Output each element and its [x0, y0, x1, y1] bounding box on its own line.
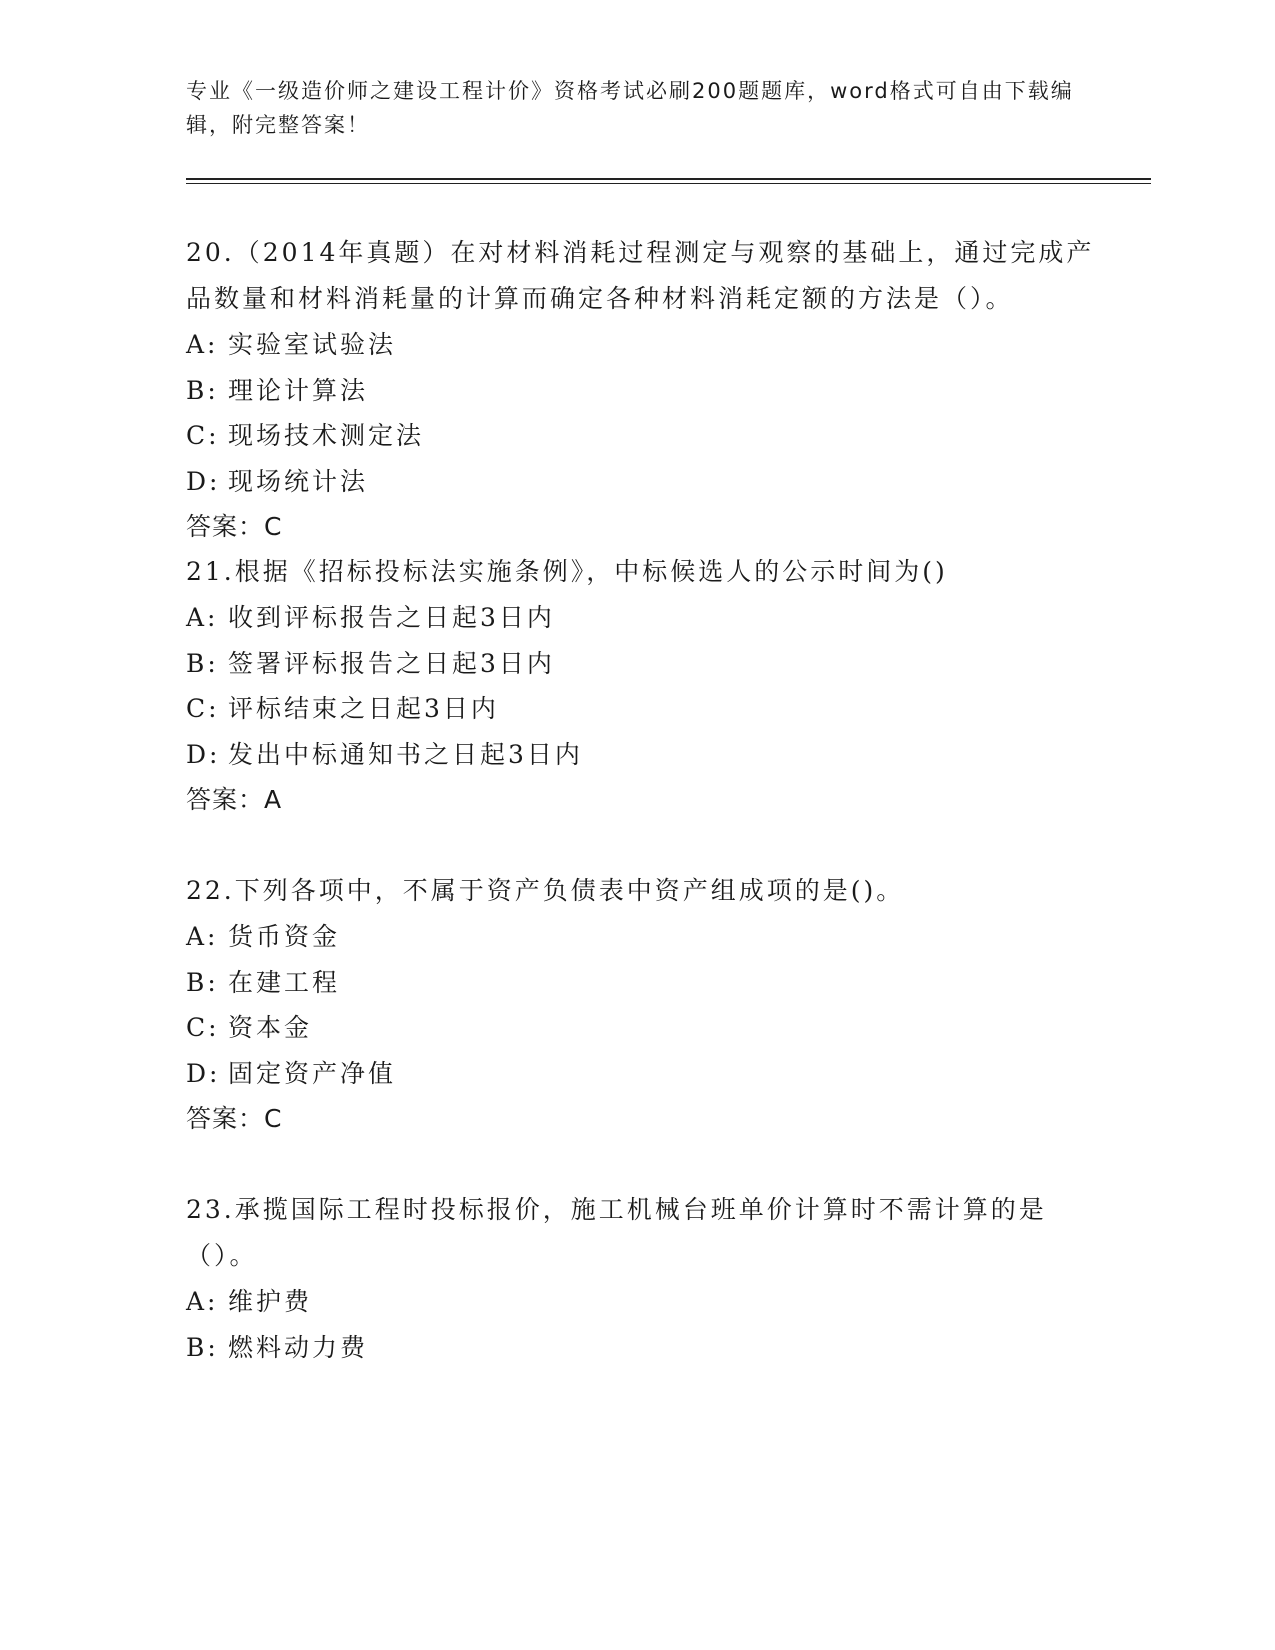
option-letter: C: — [186, 421, 220, 450]
question-23 — [186, 1187, 1116, 1506]
option-a — [186, 914, 1116, 960]
header-divider-thick — [186, 178, 1151, 180]
question-stem: 20.（2014年真题）在对材料消耗过程测定与观察的基础上，通过完成产品数量和材料消耗量的计算而确定各种材料消耗定额的方法是（）。 — [186, 238, 1095, 313]
question-stem: 21.根据《招标投标法实施条例》，中标候选人的公示时间为() — [186, 557, 948, 586]
option-text: 货币资金 — [228, 922, 341, 951]
option-text: 固定资产净值 — [228, 1058, 397, 1088]
option-letter: A: — [186, 330, 219, 359]
option-text: 签署评标报告之日起3日内 — [228, 648, 555, 678]
question-21 — [186, 549, 1116, 868]
answer-line: 答案：A — [186, 785, 283, 814]
option-letter: B: — [186, 648, 219, 678]
option-a — [186, 595, 1116, 641]
option-letter: D: — [186, 1058, 221, 1088]
option-a — [186, 1279, 1116, 1325]
option-b — [186, 1325, 1116, 1371]
answer-line: 答案：C — [186, 1104, 283, 1133]
option-b — [186, 960, 1116, 1006]
option-letter: D: — [186, 466, 221, 496]
option-letter: B: — [186, 375, 219, 405]
option-text: 理论计算法 — [228, 375, 369, 405]
option-text: 收到评标报告之日起3日内 — [228, 603, 555, 632]
option-text: 在建工程 — [228, 967, 341, 997]
document-header: 专业《一级造价师之建设工程计价》资格考试必刷200题题库，word格式可自由下载编辑，附完整答案！ — [186, 79, 1074, 137]
option-text: 发出中标通知书之日起3日内 — [228, 739, 583, 769]
option-letter: A: — [186, 922, 219, 951]
option-c — [186, 1005, 1116, 1051]
option-letter: A: — [186, 1287, 219, 1316]
option-text: 维护费 — [228, 1287, 313, 1316]
option-text: 现场统计法 — [228, 466, 369, 496]
option-text: 实验室试验法 — [228, 330, 397, 359]
option-c — [186, 686, 1116, 732]
question-stem: 22.下列各项中，不属于资产负债表中资产组成项的是()。 — [186, 876, 905, 905]
option-letter: C: — [186, 694, 220, 723]
option-letter: D: — [186, 739, 221, 769]
option-letter: C: — [186, 1013, 220, 1042]
option-c — [186, 413, 1116, 459]
option-letter: B: — [186, 967, 219, 997]
option-letter: A: — [186, 603, 219, 632]
option-d — [186, 1051, 1116, 1097]
option-b — [186, 368, 1116, 414]
option-d — [186, 732, 1116, 778]
option-text: 现场技术测定法 — [228, 421, 425, 450]
option-text: 资本金 — [228, 1013, 313, 1042]
question-stem: 23.承揽国际工程时投标报价，施工机械台班单价计算时不需计算的是（）。 — [186, 1195, 1047, 1270]
option-a — [186, 322, 1116, 368]
question-20 — [186, 230, 1116, 549]
option-letter: B: — [186, 1332, 219, 1362]
option-b — [186, 641, 1116, 687]
header-divider-thin — [186, 183, 1151, 184]
answer-line: 答案：C — [186, 512, 283, 541]
option-text: 燃料动力费 — [228, 1332, 369, 1362]
question-list — [186, 230, 1116, 1506]
option-text: 评标结束之日起3日内 — [228, 694, 499, 723]
question-22 — [186, 868, 1116, 1187]
option-d — [186, 459, 1116, 505]
